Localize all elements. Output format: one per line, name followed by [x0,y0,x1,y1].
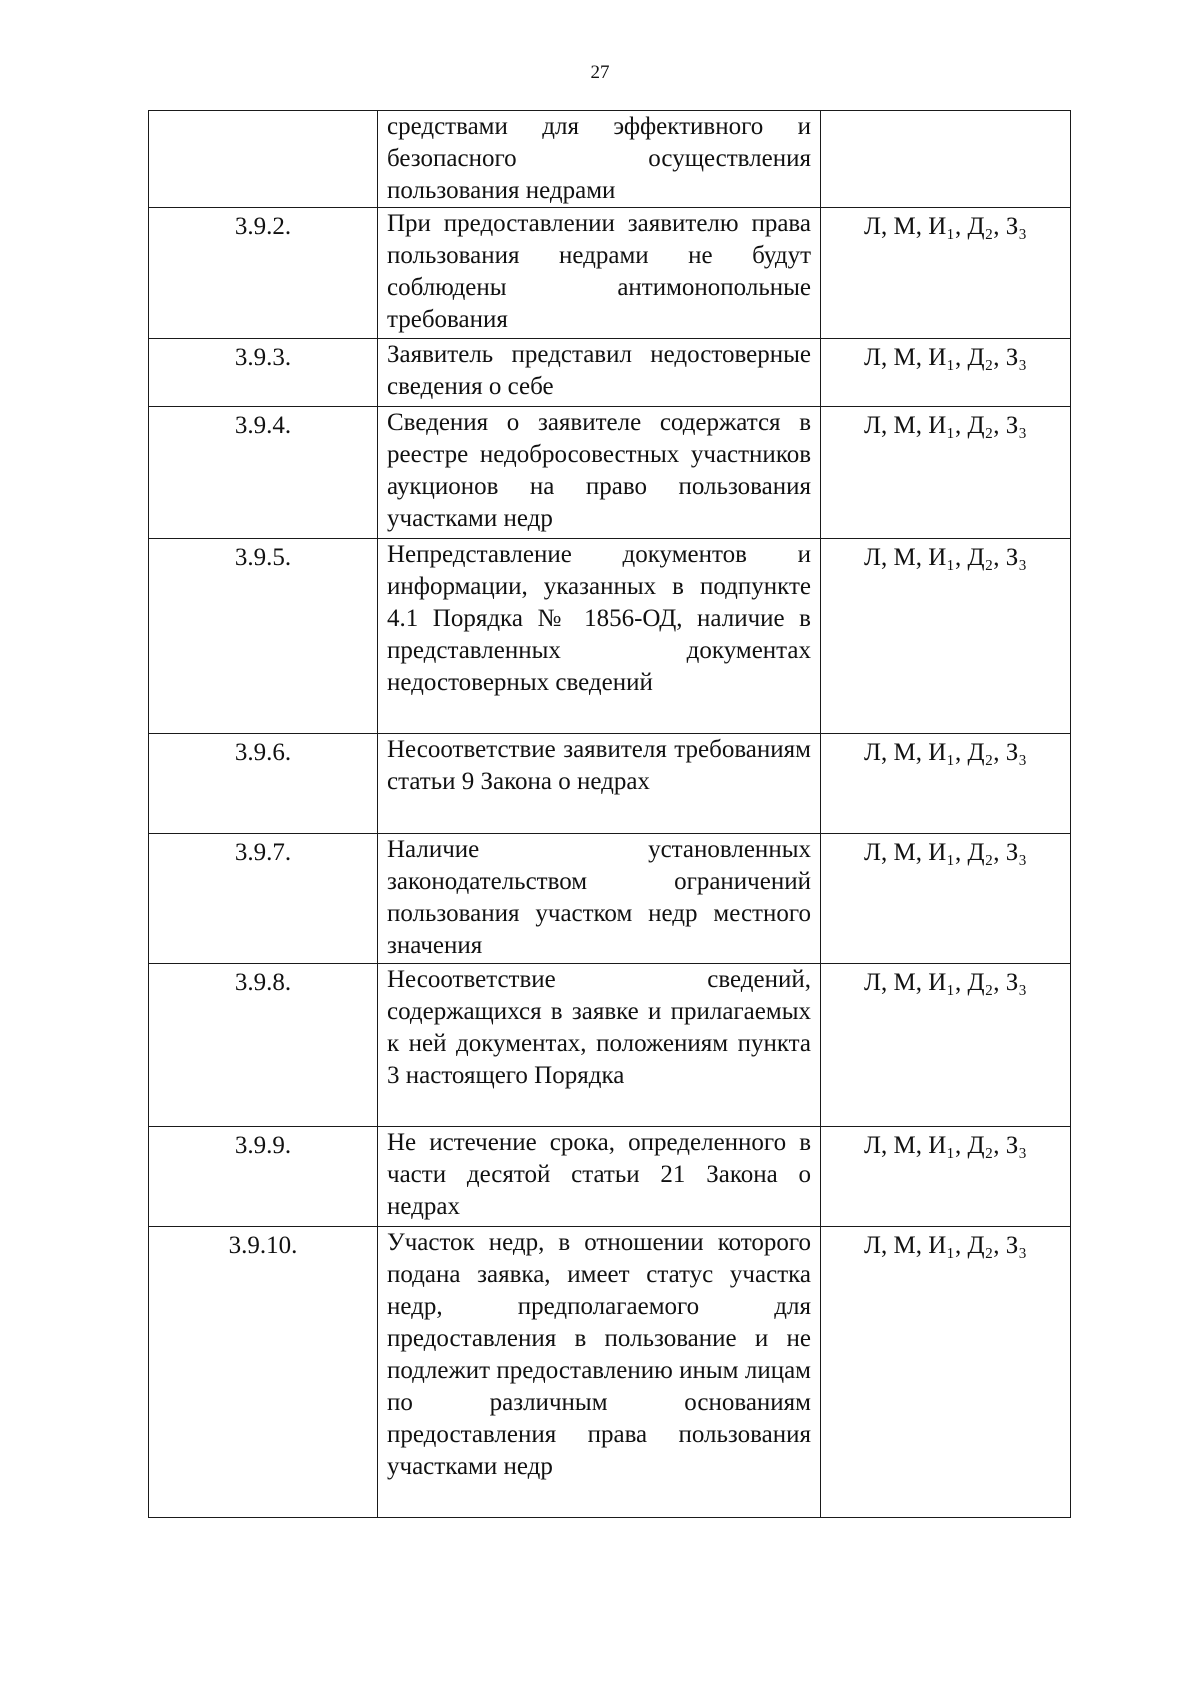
table-row [149,111,1071,208]
row-codes: Л, М, И₁, Д₂, З₃ [821,834,1071,964]
row-codes: Л, М, И₁, Д₂, З₃ [821,734,1071,834]
table-row [149,734,1071,834]
requirements-table [148,110,1071,1518]
table-row [149,539,1071,734]
row-codes: Л, М, И₁, Д₂, З₃ [821,339,1071,407]
row-number: 3.9.5. [149,539,378,734]
row-codes: Л, М, И₁, Д₂, З₃ [821,1227,1071,1518]
row-number: 3.9.10. [149,1227,378,1518]
table-row [149,1227,1071,1518]
row-text: Наличие установленных законодательством ограничений пользования участком недр местного значения [378,834,821,964]
row-codes: Л, М, И₁, Д₂, З₃ [821,208,1071,339]
table-row [149,1127,1071,1227]
row-codes: Л, М, И₁, Д₂, З₃ [821,1127,1071,1227]
row-text: Не истечение срока, определенного в части десятой статьи 21 Закона о недрах [378,1127,821,1227]
row-text: Несоответствие сведений, содержащихся в заявке и прилагаемых к ней документах, положениям пункта 3 настоящего Порядка [378,964,821,1127]
row-number: 3.9.3. [149,339,378,407]
row-text: Сведения о заявителе содержатся в реестре недобросовестных участников аукционов на право пользования участками недр [378,407,821,539]
page-number: 27 [590,62,610,83]
table-row [149,964,1071,1127]
row-text: При предоставлении заявителю права пользования недрами не будут соблюдены антимонопольные требования [378,208,821,339]
table-row [149,834,1071,964]
row-codes [821,111,1071,208]
row-codes: Л, М, И₁, Д₂, З₃ [821,407,1071,539]
table-row [149,339,1071,407]
row-number: 3.9.9. [149,1127,378,1227]
row-number: 3.9.8. [149,964,378,1127]
row-number: 3.9.6. [149,734,378,834]
row-number: 3.9.4. [149,407,378,539]
row-text: Непредставление документов и информации, указанных в подпункте 4.1 Порядка № 1856-ОД, наличие в представленных документах недостоверных сведений [378,539,821,734]
row-number [149,111,378,208]
row-text: Несоответствие заявителя требованиям статьи 9 Закона о недрах [378,734,821,834]
row-codes: Л, М, И₁, Д₂, З₃ [821,964,1071,1127]
row-number: 3.9.7. [149,834,378,964]
row-codes: Л, М, И₁, Д₂, З₃ [821,539,1071,734]
row-text: средствами для эффективного и безопасного осуществления пользования недрами [378,111,821,208]
table-row [149,407,1071,539]
row-text: Участок недр, в отношении которого подана заявка, имеет статус участка недр, предполагаемого для предоставления в пользование и не подлежит предоставлению иным лицам по различным основаниям предоставления права пользования участками недр [378,1227,821,1518]
row-text: Заявитель представил недостоверные сведения о себе [378,339,821,407]
table-row [149,208,1071,339]
row-number: 3.9.2. [149,208,378,339]
